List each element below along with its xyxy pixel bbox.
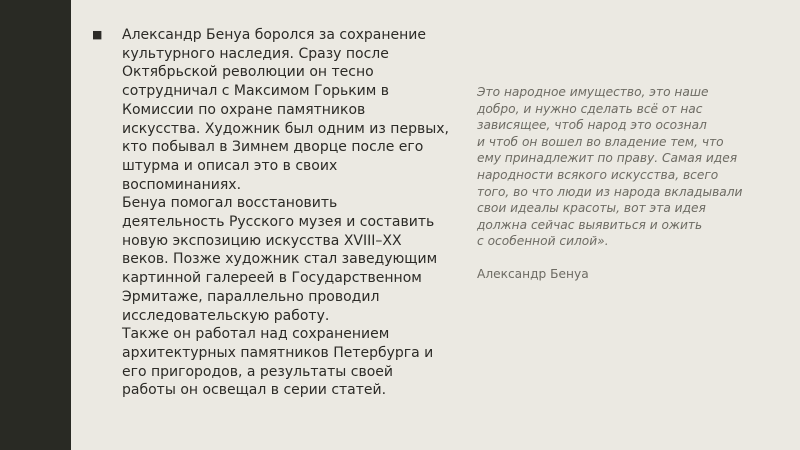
sidebar-bar xyxy=(0,0,71,450)
quote-block xyxy=(477,84,797,283)
bullet-square-icon: ■ xyxy=(92,28,103,41)
quote-author: Александр Бенуа xyxy=(477,266,589,281)
slide xyxy=(71,0,800,450)
main-text-block xyxy=(92,26,472,400)
main-paragraph: Александр Бенуа боролся за сохранение культурного наследия. Сразу после Октябрьской революции он тесно сотрудничал с Максимом Горьким в Комиссии по охране памятников искусства. Художник был одним из первых, кто побывал в Зимнем дворце после его штурма и описал это в своих воспоминаниях. Бенуа помогал восстановить деятельность Русского музея и составить новую экспозицию искусства XVIII–XX веков. Позже художник стал заведующим картинной галереей в Государственном Эрмитаже, параллельно проводил исследовательскую работу. Также он работал над сохранением архитектурных памятников Петербурга и его пригородов, а результаты своей работы он освещал в серии статей. xyxy=(122,27,449,399)
quote-text: Это народное имущество, это наше добро, и нужно сделать всё от нас зависящее, чтоб народ это осознал и чтоб он вошел во владение тем, что ему принадлежит по праву. Самая идея народности всякого искусства, всего того, во что люди из народа вкладывали свои идеалы красоты, вот эта идея должна сейчас выявиться и ожить с особенной силой». xyxy=(477,85,743,249)
